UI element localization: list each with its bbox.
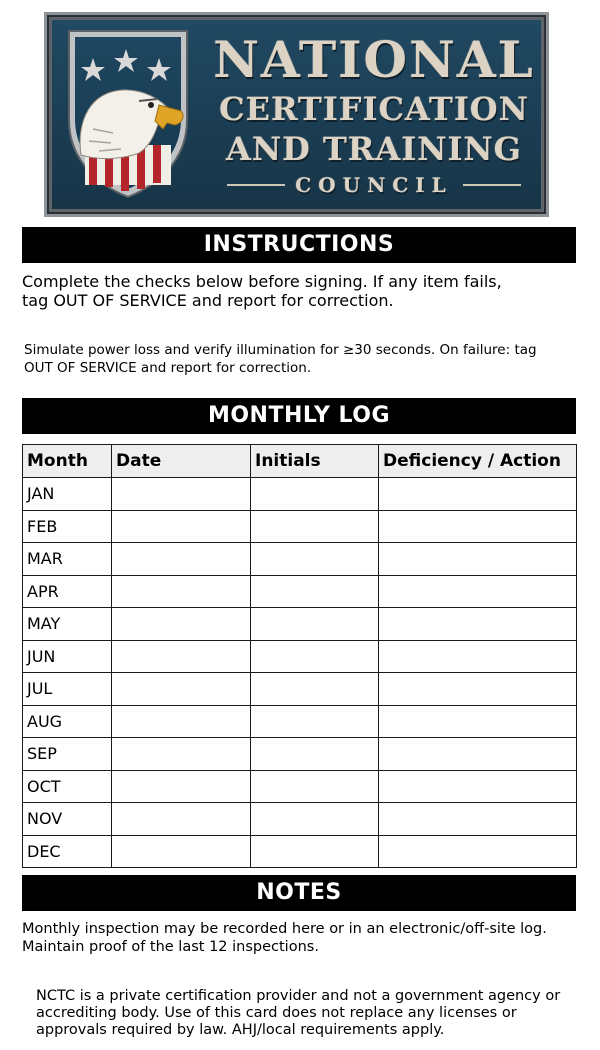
date-cell[interactable] [112, 510, 251, 543]
date-cell[interactable] [112, 803, 251, 836]
date-cell[interactable] [112, 673, 251, 706]
date-cell[interactable] [112, 705, 251, 738]
month-cell: AUG [23, 705, 112, 738]
deficiency-cell[interactable] [379, 640, 577, 673]
month-cell: NOV [23, 803, 112, 836]
table-row [23, 770, 577, 803]
logo-rule-left [227, 184, 285, 186]
initials-cell[interactable] [251, 608, 379, 641]
monthly-log-heading: MONTHLY LOG [22, 398, 576, 434]
logo-line-2: CERTIFICATION [219, 90, 529, 128]
date-cell[interactable] [112, 543, 251, 576]
date-cell[interactable] [112, 575, 251, 608]
logo-line-3: AND TRAINING [226, 130, 522, 168]
table-row [23, 738, 577, 771]
initials-cell[interactable] [251, 738, 379, 771]
table-row [23, 510, 577, 543]
month-cell: JAN [23, 478, 112, 511]
initials-cell[interactable] [251, 478, 379, 511]
date-cell[interactable] [112, 640, 251, 673]
deficiency-cell[interactable] [379, 543, 577, 576]
logo-rule-right [463, 184, 521, 186]
logo-line-4-wrap [209, 173, 539, 197]
table-row [23, 478, 577, 511]
initials-cell[interactable] [251, 835, 379, 868]
date-cell[interactable] [112, 835, 251, 868]
monthly-log-table [22, 444, 577, 868]
initials-cell[interactable] [251, 510, 379, 543]
logo-line-4: COUNCIL [295, 173, 453, 197]
initials-cell[interactable] [251, 575, 379, 608]
date-cell[interactable] [112, 478, 251, 511]
table-row [23, 543, 577, 576]
table-row [23, 835, 577, 868]
table-row [23, 803, 577, 836]
deficiency-cell[interactable] [379, 835, 577, 868]
initials-cell[interactable] [251, 803, 379, 836]
column-header-month: Month [23, 445, 112, 478]
deficiency-cell[interactable] [379, 608, 577, 641]
deficiency-cell[interactable] [379, 770, 577, 803]
month-cell: DEC [23, 835, 112, 868]
column-header-date: Date [112, 445, 251, 478]
instructions-text: Complete the checks below before signing. If any item fails, tag OUT OF SERVICE and report for correction. [22, 272, 502, 310]
initials-cell[interactable] [251, 640, 379, 673]
table-row [23, 575, 577, 608]
initials-cell[interactable] [251, 673, 379, 706]
month-cell: MAR [23, 543, 112, 576]
eagle-shield-icon [63, 25, 193, 200]
notes-text: Monthly inspection may be recorded here or in an electronic/off-site log. Maintain proof of the last 12 inspections. [22, 921, 547, 955]
deficiency-cell[interactable] [379, 738, 577, 771]
month-cell: OCT [23, 770, 112, 803]
logo-line-1: NATIONAL [213, 30, 535, 89]
date-cell[interactable] [112, 738, 251, 771]
month-cell: JUL [23, 673, 112, 706]
council-logo [44, 12, 549, 217]
deficiency-cell[interactable] [379, 705, 577, 738]
deficiency-cell[interactable] [379, 478, 577, 511]
initials-cell[interactable] [251, 770, 379, 803]
table-row [23, 705, 577, 738]
table-row [23, 608, 577, 641]
month-cell: FEB [23, 510, 112, 543]
deficiency-cell[interactable] [379, 673, 577, 706]
council-name [209, 31, 539, 197]
deficiency-cell[interactable] [379, 803, 577, 836]
initials-cell[interactable] [251, 543, 379, 576]
month-cell: MAY [23, 608, 112, 641]
instructions-heading: INSTRUCTIONS [22, 227, 576, 263]
notes-heading: NOTES [22, 875, 576, 911]
column-header-initials: Initials [251, 445, 379, 478]
month-cell: APR [23, 575, 112, 608]
table-row [23, 640, 577, 673]
date-cell[interactable] [112, 770, 251, 803]
initials-cell[interactable] [251, 705, 379, 738]
date-cell[interactable] [112, 608, 251, 641]
column-header-deficiency: Deficiency / Action [379, 445, 577, 478]
month-cell: SEP [23, 738, 112, 771]
table-row [23, 673, 577, 706]
procedure-text: Simulate power loss and verify illumination for ≥30 seconds. On failure: tag OUT OF SERVICE and report for correction. [24, 342, 537, 376]
month-cell: JUN [23, 640, 112, 673]
deficiency-cell[interactable] [379, 575, 577, 608]
disclaimer-text: NCTC is a private certification provider and not a government agency or accrediting body. Use of this card does not replace any licenses or approvals required by law. AHJ/local requirements apply. [36, 988, 561, 1038]
deficiency-cell[interactable] [379, 510, 577, 543]
table-header-row [23, 445, 577, 478]
